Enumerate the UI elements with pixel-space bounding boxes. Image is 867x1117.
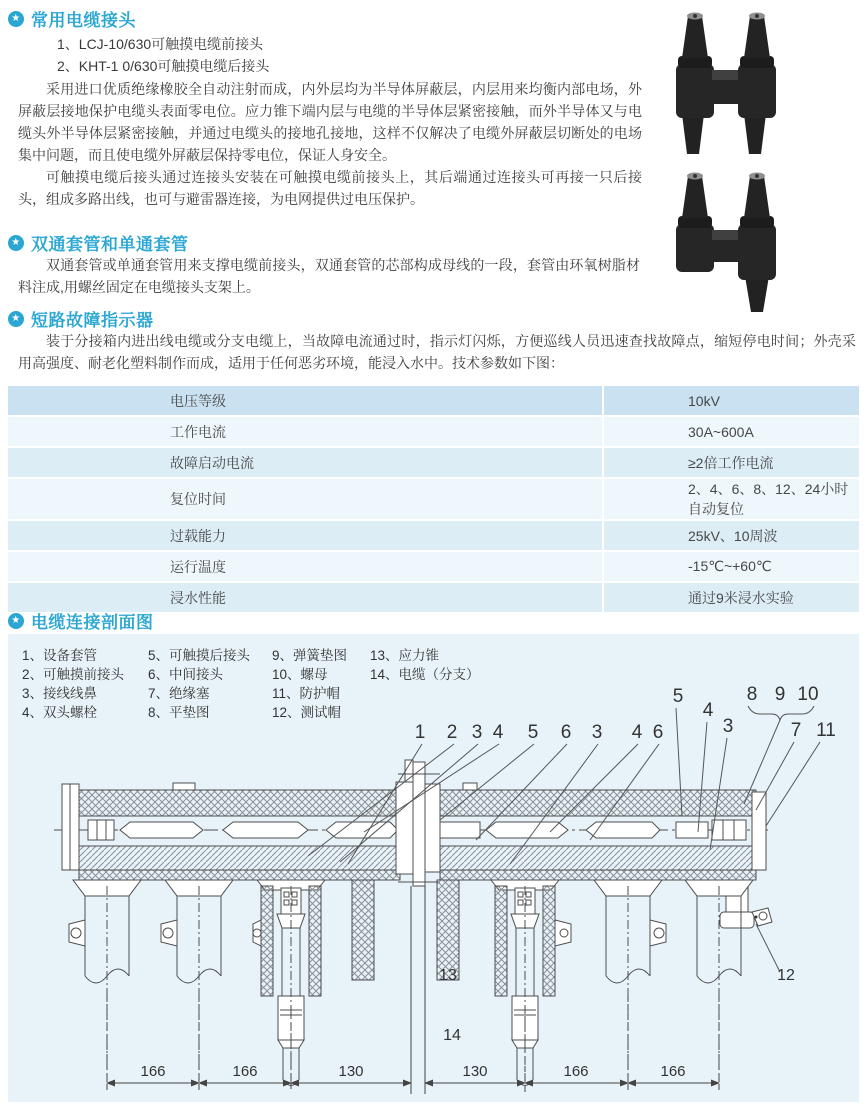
- legend-column: [148, 646, 250, 722]
- legend-item: 10、螺母: [272, 667, 328, 682]
- legend-item: 4、双头螺栓: [22, 705, 98, 720]
- stud-bolt: [223, 822, 308, 838]
- param-label: 复位时间: [8, 479, 604, 521]
- label-cable-branch: 14: [443, 1027, 461, 1044]
- table-row: [8, 386, 859, 417]
- param-value: -15℃~+60℃: [604, 552, 859, 583]
- param-label: 电压等级: [8, 386, 604, 417]
- list-item: 1、LCJ-10/630可触摸电缆前接头: [57, 36, 264, 52]
- star-circle-icon: ★: [8, 613, 24, 629]
- legend-column: [272, 646, 347, 722]
- svg-text:4: 4: [631, 722, 643, 743]
- param-label: 工作电流: [8, 417, 604, 448]
- stud-bolt: [120, 822, 203, 838]
- param-label: 故障启动电流: [8, 448, 604, 479]
- stress-cone-termination: [491, 880, 571, 1090]
- insulating-plug: [676, 822, 708, 838]
- table-row: [8, 552, 859, 583]
- svg-text:6: 6: [652, 722, 664, 743]
- svg-text:8: 8: [746, 684, 758, 705]
- cable-branch: [161, 880, 233, 1090]
- legend-item: 8、平垫图: [148, 705, 210, 720]
- svg-text:5: 5: [527, 722, 539, 743]
- outer-shield-band-right: [440, 790, 756, 816]
- product-model-list: [57, 33, 269, 77]
- label-test-cap: 12: [777, 967, 795, 984]
- svg-text:7: 7: [790, 720, 802, 741]
- param-label: 浸水性能: [8, 583, 604, 614]
- star-circle-icon: ★: [8, 11, 24, 27]
- paragraph: 采用进口优质绝缘橡胶全自动注射而成，内外层均为半导体屏蔽层，内层用来均衡内部电场，外屏蔽层接地保护电缆头表面零电位。应力锥下端内层与电缆的半导体层紧密接触，而外半导体又与电缆头外半导体层紧密接触，并通过电缆头的接地孔接地，这样不仅解决了电缆外屏蔽层切断处的电场集中问题，而且使电缆外屏蔽层保持零电位，保证人身安全。: [18, 81, 642, 163]
- legend-column: [22, 646, 124, 722]
- svg-text:9: 9: [774, 684, 786, 705]
- svg-text:4: 4: [492, 722, 504, 743]
- table-row: [8, 417, 859, 448]
- svg-text:166: 166: [232, 1063, 258, 1080]
- cable-branch: [594, 880, 666, 1090]
- legend-item: 3、接线线鼻: [22, 686, 98, 701]
- svg-text:166: 166: [660, 1063, 686, 1080]
- list-item: 2、KHT-1 0/630可触摸电缆后接头: [57, 58, 270, 74]
- stress-cone-termination: [253, 880, 325, 1090]
- svg-text:1: 1: [414, 722, 426, 743]
- param-label: 过载能力: [8, 521, 604, 552]
- legend-item: 12、测试帽: [272, 705, 342, 720]
- cable-cross-section-diagram: [8, 634, 859, 1102]
- svg-text:130: 130: [338, 1063, 364, 1080]
- svg-text:130: 130: [462, 1063, 488, 1080]
- legend-column: [370, 646, 480, 684]
- svg-text:4: 4: [702, 700, 714, 721]
- cross-section-panel: [8, 634, 859, 1102]
- label-stress-cone: 13: [439, 967, 457, 984]
- section-title: 双通套管和单通套管: [31, 235, 189, 254]
- stud-bolt: [486, 822, 568, 838]
- svg-text:3: 3: [471, 722, 483, 743]
- legend-item: 13、应力锥: [370, 648, 440, 663]
- legend-item: 11、防护帽: [272, 686, 341, 701]
- product-photo-double-connector: [648, 6, 796, 158]
- branch-elbow-right: [437, 880, 459, 980]
- branch-elbow-left: [352, 880, 374, 980]
- svg-text:5: 5: [672, 686, 684, 707]
- parameters-table: [8, 386, 859, 614]
- svg-text:11: 11: [816, 720, 836, 741]
- star-circle-icon: ★: [8, 311, 24, 327]
- section2-paragraph: [18, 254, 640, 298]
- protective-cap: [720, 912, 754, 928]
- paragraph: 双通套管或单通套管用来支撑电缆前接头，双通套管的芯部构成母线的一段，套管由环氧树脂材料注成,用螺丝固定在电缆接头支架上。: [18, 257, 640, 295]
- table-row: [8, 479, 859, 521]
- bolt-head: [88, 820, 114, 840]
- svg-text:166: 166: [563, 1063, 589, 1080]
- paragraph: 装于分接箱内进出线电缆或分支电缆上，当故障电流通过时，指示灯闪烁，方便巡线人员迅速查找故障点，缩短停电时间；外壳采用高强度、耐老化塑料制作而成，适用于任何恶劣环境，能浸入水中。技术参数如下图：: [18, 333, 856, 371]
- section-header-fault-indicator: [8, 306, 154, 331]
- legend-item: 9、弹簧垫图: [272, 648, 348, 663]
- section-header-cable-joints: [8, 6, 136, 31]
- svg-text:166: 166: [140, 1063, 166, 1080]
- svg-text:6: 6: [560, 722, 572, 743]
- param-value: 30A~600A: [604, 417, 859, 448]
- callout-brace: [748, 706, 814, 720]
- param-value: 10kV: [604, 386, 859, 417]
- equipment-bushing-plate: [413, 762, 425, 886]
- section-title: 短路故障指示器: [31, 311, 154, 330]
- param-label: 运行温度: [8, 552, 604, 583]
- star-circle-icon: ★: [8, 235, 24, 251]
- legend-item: 5、可触摸后接头: [148, 648, 251, 663]
- table-row: [8, 448, 859, 479]
- busbar-assembly: [54, 760, 772, 980]
- svg-text:3: 3: [591, 722, 603, 743]
- section1-paragraphs: [18, 78, 642, 210]
- paragraph: 可触摸电缆后接头通过连接头安装在可触摸电缆前接头上，其后端通过连接头可再接一只后接头，组成多路出线，也可与避雷器连接，为电网提供过电压保护。: [18, 169, 642, 207]
- legend-item: 14、电缆（分支）: [370, 667, 480, 682]
- product-photo-single-connector: [648, 166, 796, 314]
- param-value: ≥2倍工作电流: [604, 448, 859, 479]
- param-value: 2、4、6、8、12、24小时自动复位: [604, 479, 859, 521]
- legend-item: 2、可触摸前接头: [22, 667, 125, 682]
- param-value: 25kV、10周波: [604, 521, 859, 552]
- table-row: [8, 521, 859, 552]
- svg-text:3: 3: [722, 716, 734, 737]
- section-header-sleeves: [8, 230, 189, 255]
- dimension-labels: [140, 1063, 685, 1080]
- outer-shield-band-left: [79, 790, 400, 816]
- section3-paragraph: [18, 330, 856, 374]
- stud-bolt: [326, 822, 398, 838]
- nut: [712, 820, 746, 840]
- legend-item: 6、中间接头: [148, 667, 224, 682]
- param-value: 通过9米浸水实验: [604, 583, 859, 614]
- legend-item: 7、绝缘塞: [148, 686, 210, 701]
- section-header-cross-section: [8, 608, 154, 633]
- legend-item: 1、设备套管: [22, 648, 98, 663]
- inner-shield-band-right: [440, 846, 756, 870]
- svg-text:2: 2: [446, 722, 458, 743]
- section-title: 常用电缆接头: [31, 11, 136, 30]
- svg-text:10: 10: [797, 684, 819, 705]
- cable-branch: [69, 880, 141, 1090]
- section-title: 电缆连接剖面图: [31, 613, 154, 632]
